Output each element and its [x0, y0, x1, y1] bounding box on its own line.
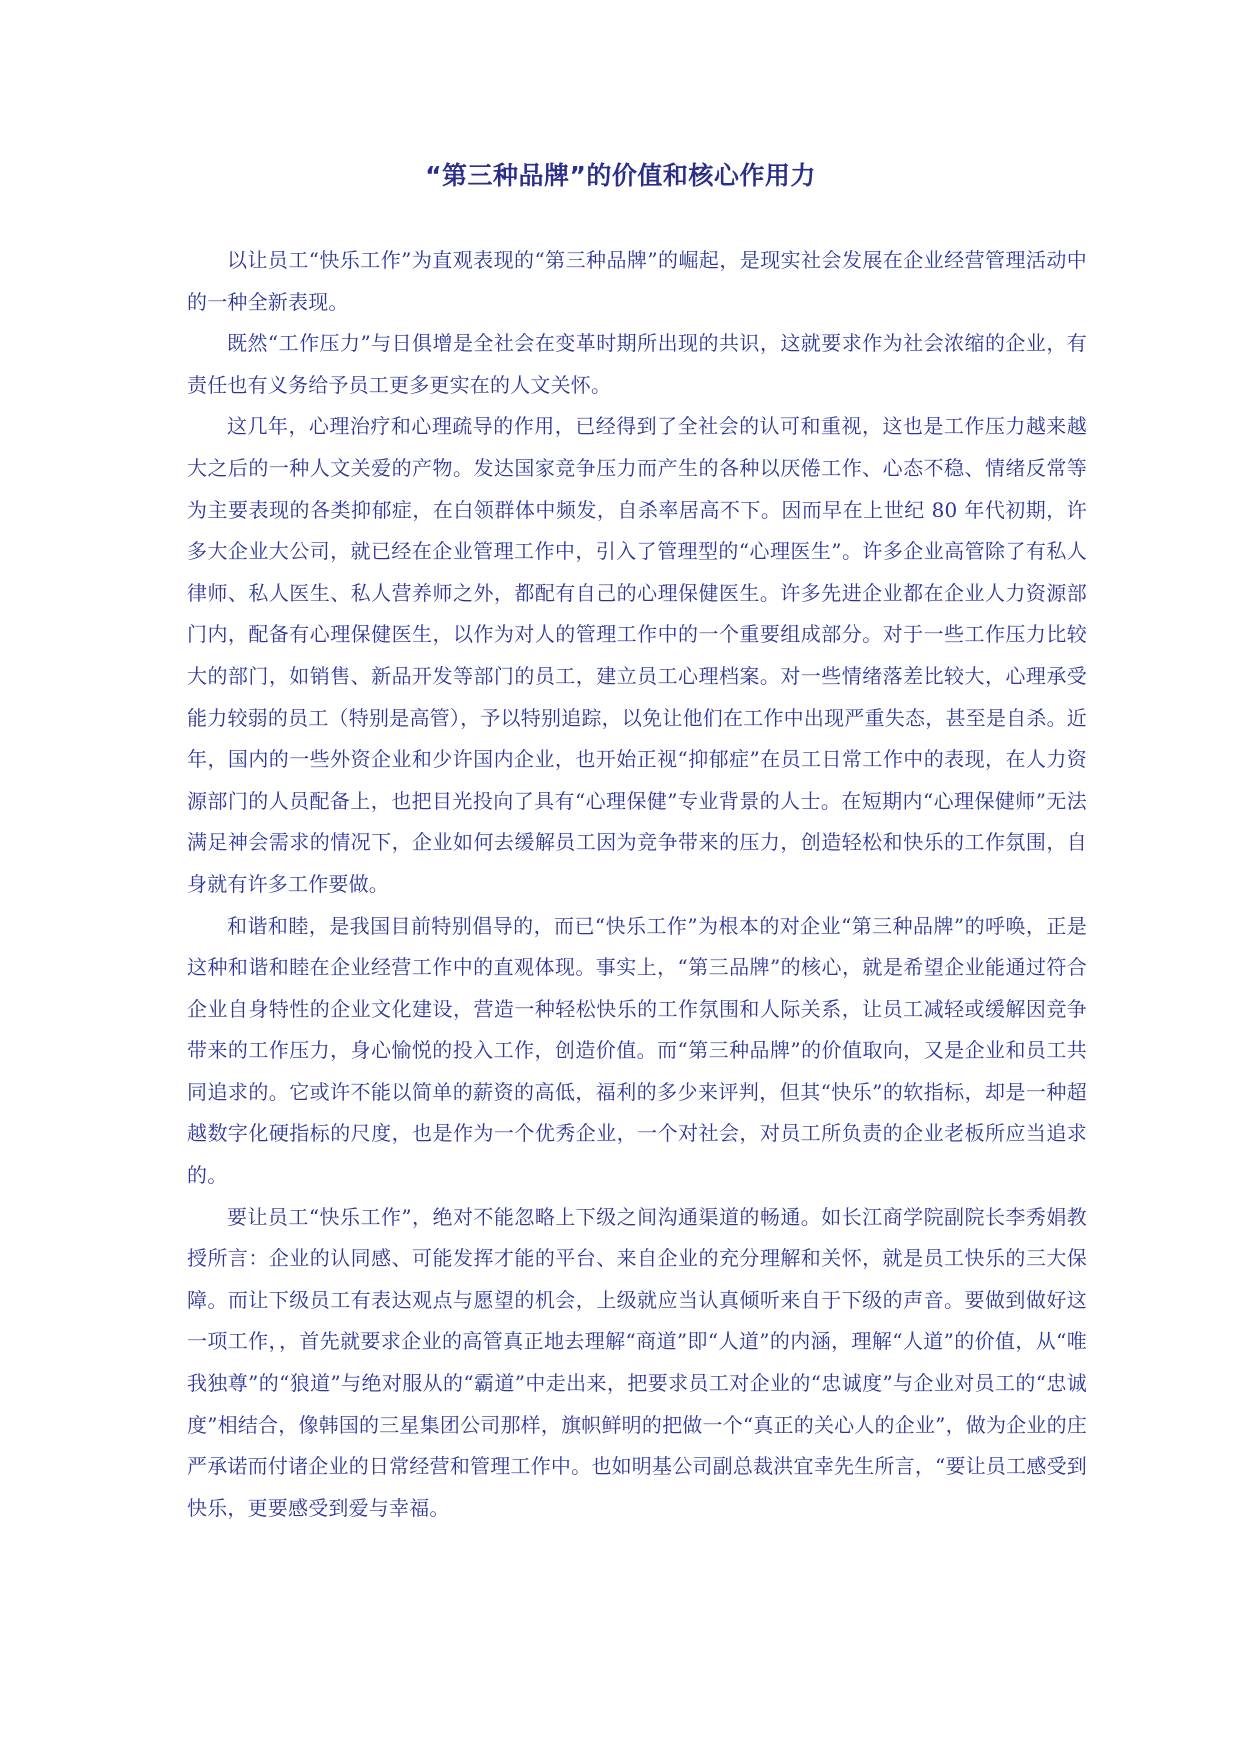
paragraph-3: 这几年，心理治疗和心理疏导的作用，已经得到了全社会的认可和重视，这也是工作压力越来越大之后的一种人文关爱的产物。发达国家竞争压力而产生的各种以厌倦工作、心态不稳、情绪反常等为主要表现的各类抑郁症，在白领群体中频发，自杀率居高不下。因而早在上世纪 80 年代初期，许多大企业大公司，就已经在企业管理工作中，引入了管理型的“心理医生”。许多企业高管除了有私人律师、私人医生、私人营养师之外，都配有自己的心理保健医生。许多先进企业都在企业人力资源部门内，配备有心理保健医生，以作为对人的管理工作中的一个重要组成部分。对于一些工作压力比较大的部门，如销售、新品开发等部门的员工，建立员工心理档案。对一些情绪落差比较大，心理承受能力较弱的员工（特别是高管），予以特别追踪，以免让他们在工作中出现严重失态，甚至是自杀。近年，国内的一些外资企业和少许国内企业，也开始正视“抑郁症”在员工日常工作中的表现，在人力资源部门的人员配备上，也把目光投向了具有“心理保健”专业背景的人士。在短期内“心理保健师”无法满足神会需求的情况下，企业如何去缓解员工因为竞争带来的压力，创造轻松和快乐的工作氛围，自身就有许多工作要做。: [187, 414, 1087, 896]
paragraph-5: 要让员工“快乐工作”，绝对不能忽略上下级之间沟通渠道的畅通。如长江商学院副院长李秀娟教授所言：企业的认同感、可能发挥才能的平台、来自企业的充分理解和关怀，就是员工快乐的三大保障。而让下级员工有表达观点与愿望的机会，上级就应当认真倾听来自于下级的声音。要做到做好这一项工作，，首先就要求企业的高管真正地去理解“商道”即“人道”的内涵，理解“人道”的价值，从“唯我独尊”的“狼道”与绝对服从的“霸道”中走出来，把要求员工对企业的“忠诚度”与企业对员工的“忠诚度”相结合，像韩国的三星集团公司那样，旗帜鲜明的把做一个“真正的关心人的企业”，做为企业的庄严承诺而付诸企业的日常经营和管理工作中。也如明基公司副总裁洪宜幸先生所言，“要让员工感受到快乐，更要感受到爱与幸福。: [187, 1204, 1087, 1520]
document-body: [187, 240, 1087, 1529]
paragraph-1: 以让员工“快乐工作”为直观表现的“第三种品牌”的崛起，是现实社会发展在企业经营管理活动中的一种全新表现。: [187, 248, 1087, 314]
paragraph-2: 既然“工作压力”与日俱增是全社会在变革时期所出现的共识，这就要求作为社会浓缩的企业，有责任也有义务给予员工更多更实在的人文关怀。: [187, 331, 1087, 397]
document-title: “第三种品牌”的价值和核心作用力: [425, 161, 816, 190]
paragraph-4: 和谐和睦，是我国目前特别倡导的，而已“快乐工作”为根本的对企业“第三种品牌”的呼唤，正是这种和谐和睦在企业经营工作中的直观体现。事实上，“第三品牌”的核心，就是希望企业能通过符合企业自身特性的企业文化建设，营造一种轻松快乐的工作氛围和人际关系，让员工减轻或缓解因竞争带来的工作压力，身心愉悦的投入工作，创造价值。而“第三种品牌”的价值取向，又是企业和员工共同追求的。它或许不能以简单的薪资的高低，福利的多少来评判，但其“快乐”的软指标，却是一种超越数字化硬指标的尺度，也是作为一个优秀企业，一个对社会，对员工所负责的企业老板所应当追求的。: [187, 913, 1087, 1188]
